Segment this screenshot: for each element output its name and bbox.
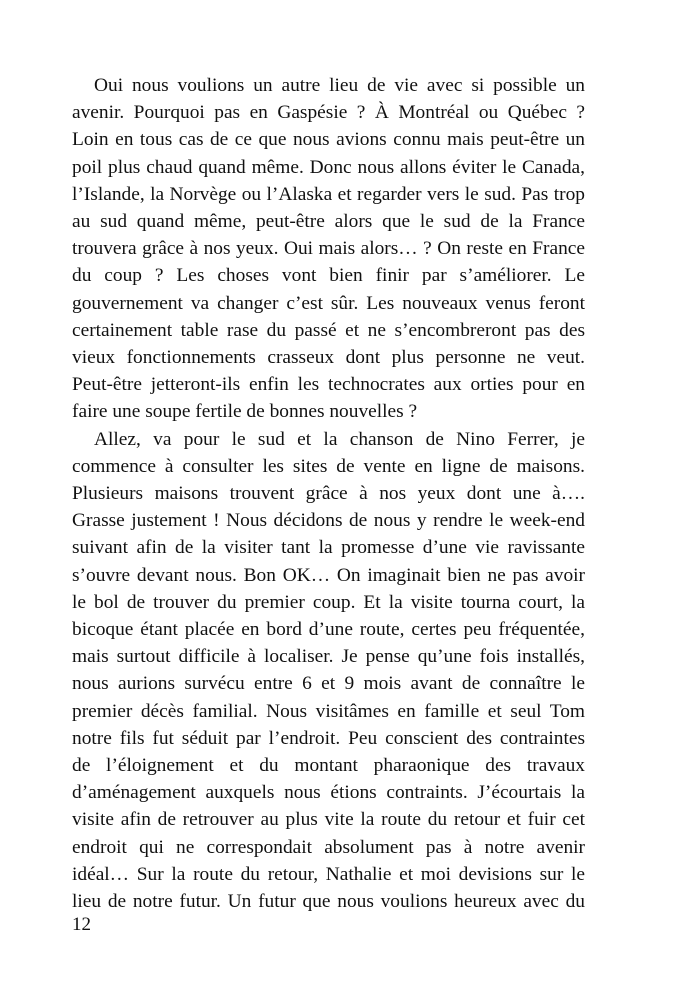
text-line: Allez, va pour le sud et la chanson de Nino Ferrer, je: [94, 428, 585, 450]
text-line: faire une soupe fertile de bonnes nouvelles ?: [72, 401, 418, 423]
paragraph-1: [72, 72, 585, 426]
text-line: visite afin de retrouver au plus vite la route du retour et fuir cet: [72, 809, 585, 831]
page-number: 12: [72, 914, 91, 935]
text-line: suivant afin de la visiter tant la promesse d’une vie ravissante: [72, 537, 585, 559]
text-line: Plusieurs maisons trouvent grâce à nos yeux dont une à….: [72, 483, 585, 505]
text-line: trouvera grâce à nos yeux. Oui mais alors… ? On reste en France: [72, 238, 585, 260]
text-line: Peut-être jetteront-ils enfin les technocrates aux orties pour en: [72, 374, 585, 396]
paragraph-2: [72, 426, 585, 916]
text-line: avenir. Pourquoi pas en Gaspésie ? À Montréal ou Québec ?: [72, 102, 585, 124]
text-line: Grasse justement ! Nous décidons de nous y rendre le week-end: [72, 510, 585, 532]
text-line: au sud quand même, peut-être alors que le sud de la France: [72, 211, 585, 233]
text-line: nous aurions survécu entre 6 et 9 mois avant de connaître le: [72, 673, 585, 695]
text-line: lieu de notre futur. Un futur que nous voulions heureux avec du: [72, 891, 585, 913]
text-line: mais surtout difficile à localiser. Je pense qu’une fois installés,: [72, 646, 585, 668]
text-line: du coup ? Les choses vont bien finir par s’améliorer. Le: [72, 265, 585, 287]
text-line: Oui nous voulions un autre lieu de vie avec si possible un: [94, 75, 585, 96]
text-line: poil plus chaud quand même. Donc nous allons éviter le Canada,: [72, 156, 585, 178]
text-line: de l’éloignement et du montant pharaonique des travaux: [72, 755, 585, 777]
text-line: endroit qui ne correspondait absolument pas à notre avenir: [72, 836, 585, 858]
text-line: s’ouvre devant nous. Bon OK… On imaginait bien ne pas avoir: [72, 564, 585, 586]
text-line: vieux fonctionnements crasseux dont plus personne ne veut.: [72, 347, 585, 369]
text-line: bicoque étant placée en bord d’une route, certes peu fréquentée,: [72, 619, 585, 641]
text-line: certainement table rase du passé et ne s’encombreront pas des: [72, 319, 585, 341]
text-line: idéal… Sur la route du retour, Nathalie et moi devisions sur le: [72, 863, 585, 885]
text-line: notre fils fut séduit par l’endroit. Peu conscient des contraintes: [72, 727, 585, 749]
text-line: Loin en tous cas de ce que nous avions connu mais peut-être un: [72, 129, 585, 151]
text-line: premier décès familial. Nous visitâmes en famille et seul Tom: [72, 700, 585, 722]
body-text: [72, 72, 585, 915]
text-line: commence à consulter les sites de vente en ligne de maisons.: [72, 455, 585, 477]
text-line: l’Islande, la Norvège ou l’Alaska et regarder vers le sud. Pas trop: [72, 183, 585, 205]
text-line: le bol de trouver du premier coup. Et la visite tourna court, la: [72, 591, 585, 613]
text-line: gouvernement va changer c’est sûr. Les nouveaux venus feront: [72, 292, 585, 314]
text-line: d’aménagement auxquels nous étions contraints. J’écourtais la: [72, 782, 585, 804]
